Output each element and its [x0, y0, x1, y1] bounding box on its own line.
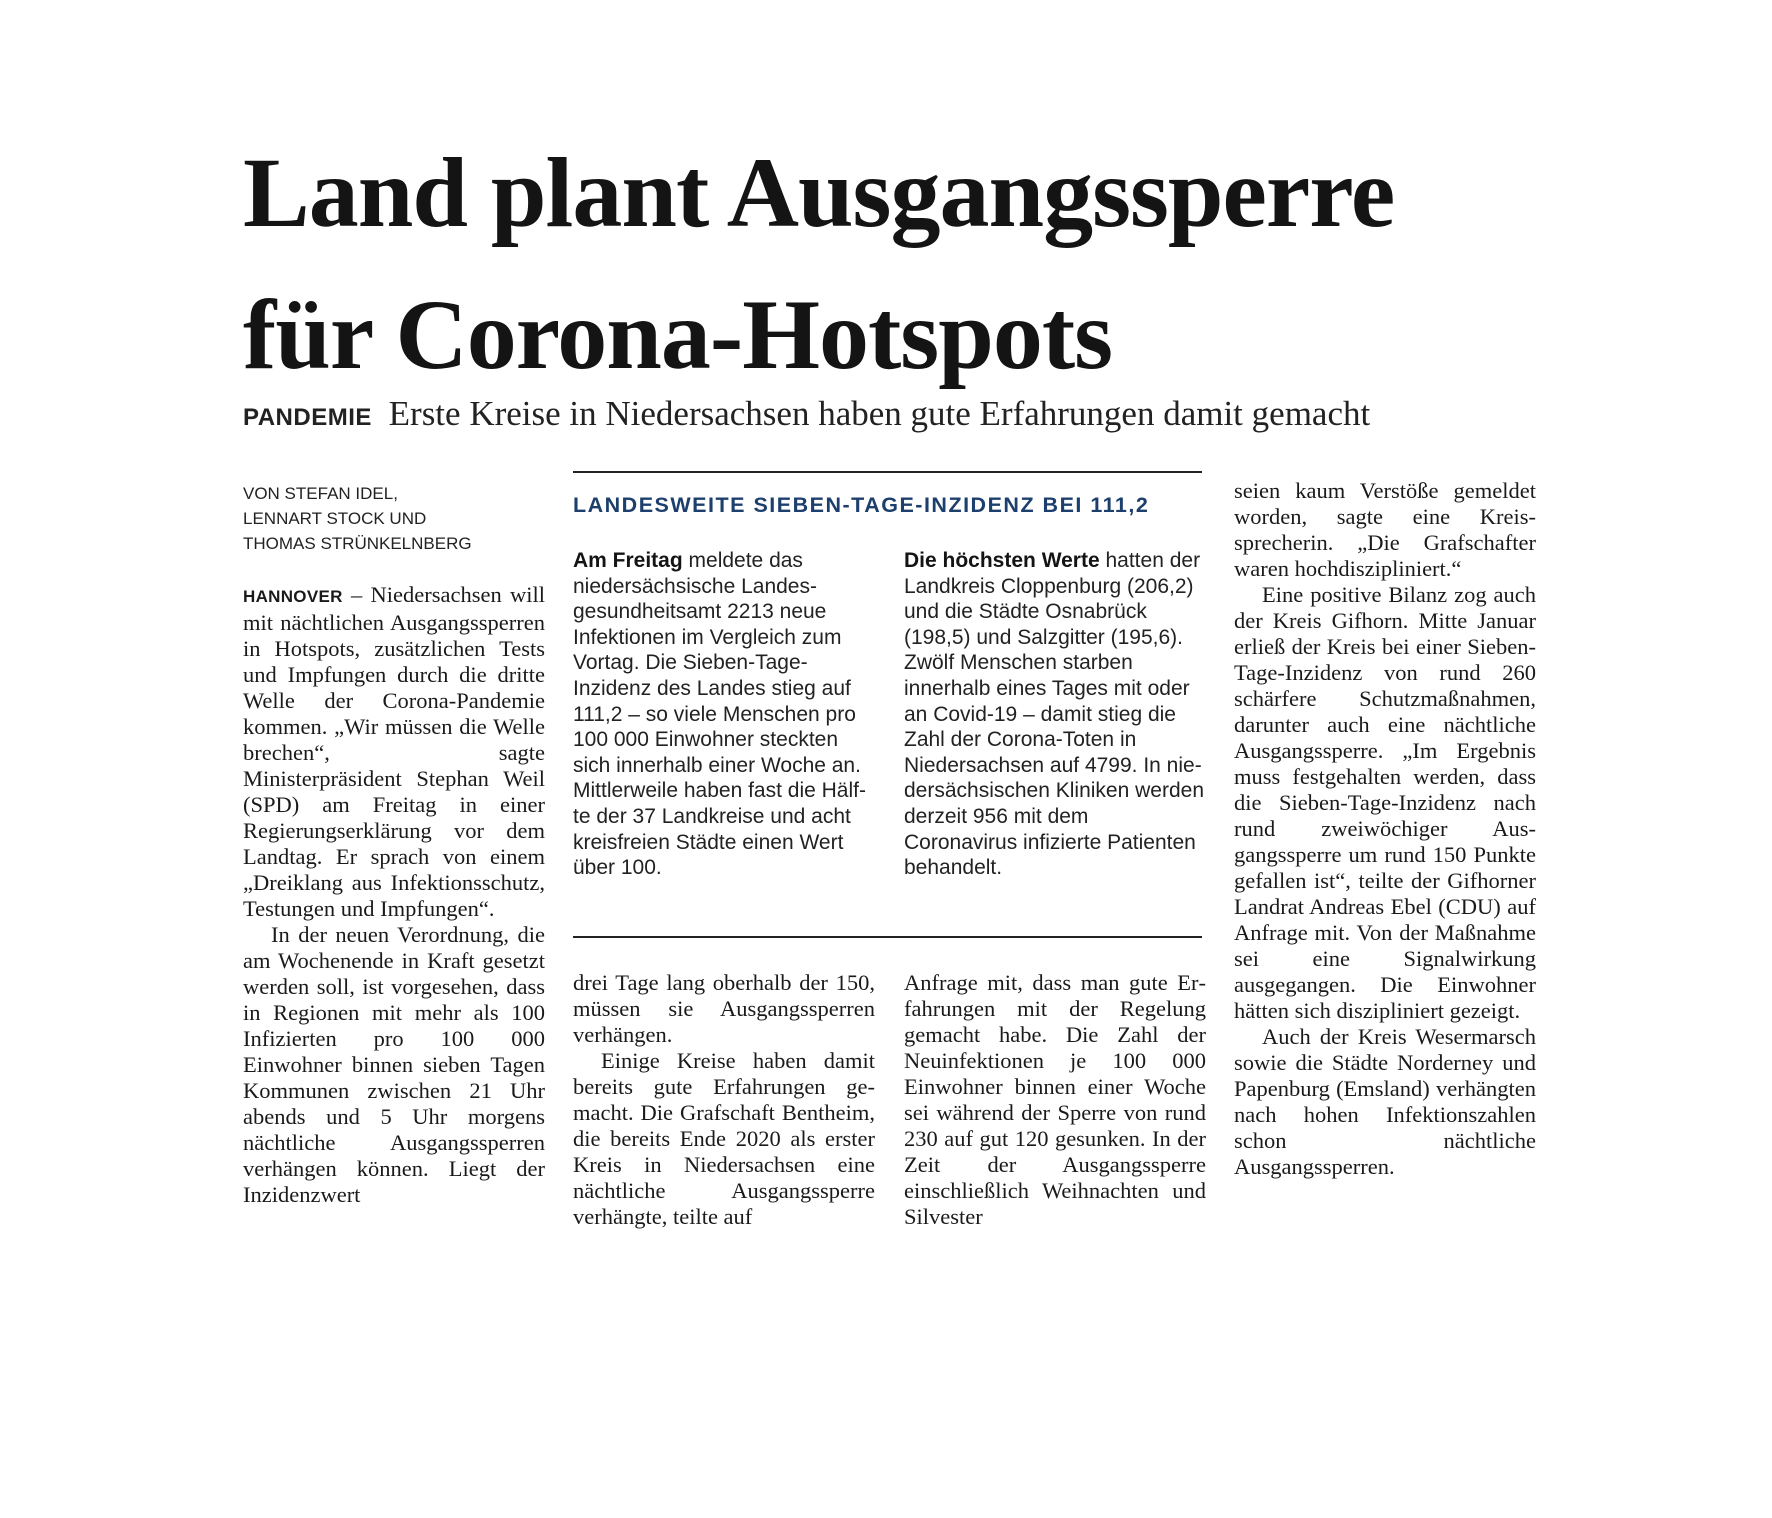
- infobox-column-left: [573, 548, 873, 881]
- article-column-4: [1234, 478, 1536, 1180]
- paragraph: In der neuen Verordnung, die am Wochenende in Kraft gesetzt werden soll, ist vorgesehen, dass in Regionen mit mehr als 100 Infizierten pro 100 000 Einwohner binnen sieben Tagen Kommunen zwischen 21 Uhr abends und 5 Uhr morgens nächtliche Ausgangssperren verhängen können. Liegt der Inzidenzwert: [243, 922, 545, 1207]
- infobox-lead: Die höchsten Werte: [904, 549, 1100, 572]
- paragraph: Eine positive Bilanz zog auch der Kreis Gifhorn. Mitte Januar erließ der Kreis bei einer Sieben-Tage-Inzidenz von rund 260 schärfere Schutzmaßnahmen, darunter auch eine nächtliche Ausgangssperre. „Im Ergebnis muss festgehalten werden, dass die Sieben-Tage-Inzidenz nach rund zweiwöchiger Ausgangssperre um rund 150 Punkte gefallen ist“, teilte der Gifhorner Landrat Andreas Ebel (CDU) auf Anfrage mit. Von der Maßnahme sei eine Signalwirkung ausgegangen. Die Einwohner hätten sich diszipliniert gezeigt.: [1234, 582, 1536, 1023]
- headline-line-2: für Corona-Hotspots: [243, 279, 1113, 390]
- byline-line-2: LENNART STOCK UND: [243, 509, 427, 528]
- infobox-top-rule: [573, 471, 1202, 473]
- byline-line-3: THOMAS STRÜNKELNBERG: [243, 534, 472, 553]
- byline-line-1: VON STEFAN IDEL,: [243, 484, 398, 503]
- infobox-lead: Am Freitag: [573, 549, 683, 572]
- headline-line-1: Land plant Ausgangssperre: [243, 137, 1395, 248]
- article-column-2: [573, 970, 875, 1230]
- infobox-column-right: [904, 548, 1204, 881]
- infobox-paragraph: [904, 548, 1204, 881]
- paragraph: Auch der Kreis Wesermarsch sowie die Städte Norderney und Papenburg (Emsland) verhängten nach hohen Infektionszahlen schon nächtliche Ausgangssperren.: [1234, 1024, 1536, 1179]
- article-column-3: [904, 970, 1206, 1230]
- paragraph: drei Tage lang oberhalb der 150, müssen sie Ausgangssperren verhängen.: [573, 970, 875, 1047]
- infobox-bottom-rule: [573, 936, 1202, 938]
- headline: [243, 122, 1583, 406]
- paragraph: seien kaum Verstöße gemeldet worden, sagte eine Kreissprecherin. „Die Grafschafter waren hochdiszipliniert.“: [1234, 478, 1536, 581]
- paragraph: Einige Kreise haben damit bereits gute Erfahrungen gemacht. Die Grafschaft Bentheim, die bereits Ende 2020 als erster Kreis in Niedersachsen eine nächtliche Ausgangssperre verhängte, teilte auf: [573, 1048, 875, 1229]
- byline: [243, 481, 563, 556]
- infobox-text: meldete das niedersächsische Landesgesundheitsamt 2213 neue Infektionen im Vergleich zum Vortag. Die Sieben-Tage-Inzidenz des Landes stieg auf 111,2 – so viele Menschen pro 100 000 Einwohner steckten sich innerhalb einer Woche an. Mittlerweile haben fast die Hälfte der 37 Landkreise und acht kreisfreien Städte einen Wert über 100.: [573, 549, 866, 880]
- subheadline: [243, 392, 1543, 440]
- infobox-title: LANDESWEITE SIEBEN-TAGE-INZIDENZ BEI 111,2: [573, 493, 1150, 517]
- paragraph: [243, 582, 545, 922]
- article-column-1: [243, 582, 545, 1208]
- paragraph-text: – Niedersachsen will mit nächtlichen Ausgangssperren in Hotspots, zusätzlichen Tests und Impfungen durch die dritte Welle der Corona-Pandemie kommen. „Wir müssen die Welle brechen“, sagte Ministerpräsident Stephan Weil (SPD) am Freitag in einer Regierungserklärung vor dem Landtag. Er sprach von einem „Dreiklang aus Infektionsschutz, Testungen und Impfungen“.: [243, 582, 545, 921]
- infobox-text: hatten der Landkreis Cloppenburg (206,2) und die Städte Osnabrück (198,5) und Salzgitter (195,6). Zwölf Menschen starben innerhalb eines Tages mit oder an Covid-19 – damit stieg die Zahl der Corona-Toten in Niedersachsen auf 4799. In niedersächsischen Kliniken werden derzeit 956 mit dem Coronavirus infizierte Patienten behandelt.: [904, 549, 1204, 880]
- infobox-paragraph: [573, 548, 873, 881]
- kicker-label: PANDEMIE: [243, 404, 372, 431]
- dateline: HANNOVER: [243, 587, 343, 606]
- subheadline-text: Erste Kreise in Niedersachsen haben gute Erfahrungen damit gemacht: [388, 394, 1371, 433]
- paragraph: Anfrage mit, dass man gute Erfahrungen mit der Regelung gemacht habe. Die Zahl der Neuinfektionen je 100 000 Einwohner binnen einer Woche sei während der Sperre von rund 230 auf gut 120 gesunken. In der Zeit der Ausgangssperre einschließlich Weihnachten und Silvester: [904, 970, 1206, 1229]
